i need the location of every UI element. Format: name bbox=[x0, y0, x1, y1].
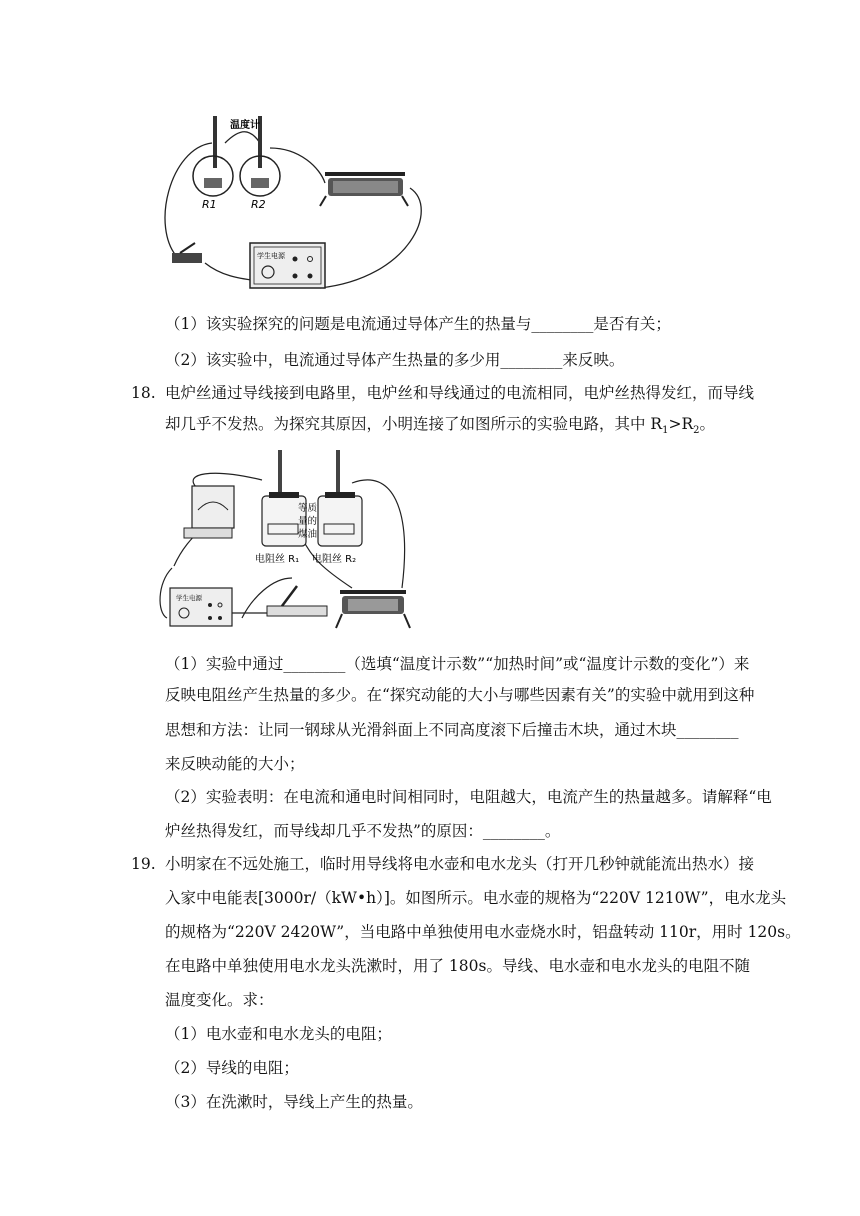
q19-line3: 的规格为“220V 2420W”，当电路中单独使用电水壶烧水时，铝盘转动 110r，用时 120s。 bbox=[165, 923, 801, 941]
circuit-figure-2 bbox=[152, 448, 422, 638]
q17-part2: （2）该实验中，电流通过导体产生热量的多少用________来反映。 bbox=[165, 351, 625, 369]
thermometer-label: 温度计 bbox=[230, 120, 260, 131]
wire-r1-label: 电阻丝 R₁ bbox=[255, 554, 300, 565]
q18-stem-line2-text: 却几乎不发热。为探究其原因，小明连接了如图所示的实验电路，其中 R bbox=[165, 415, 663, 433]
q17-part1: （1）该实验探究的问题是电流通过导体产生的热量与________是否有关； bbox=[165, 315, 671, 333]
q18-sub2: 2 bbox=[693, 425, 700, 437]
q18-sub1: 1 bbox=[662, 425, 669, 437]
q18-part1-line1: （1）实验中通过________（选填“温度计示数”“加热时间”或“温度计示数的变化”）来 bbox=[165, 655, 750, 673]
wire-r2-label: 电阻丝 R₂ bbox=[312, 554, 357, 565]
q19-part1: （1）电水壶和电水龙头的电阻； bbox=[165, 1025, 392, 1043]
oil-label-line3: 煤油 bbox=[298, 529, 318, 540]
circuit-figure-1 bbox=[150, 108, 450, 308]
q19-line2: 入家中电能表[3000r/（kW•h）]。如图所示。电水壶的规格为“220V 1210W”，电水龙头 bbox=[165, 889, 787, 907]
q19-line4: 在电路中单独使用电水龙头洗漱时，用了 180s。导线、电水壶和电水龙头的电阻不随 bbox=[165, 957, 750, 975]
q19-line1: 小明家在不远处施工，临时用导线将电水壶和电水龙头（打开几秒钟就能流出热水）接 bbox=[165, 855, 755, 873]
r1-label: R1 bbox=[202, 198, 217, 211]
power-supply-label: 学生电源 bbox=[257, 252, 285, 260]
q18-number: 18. bbox=[131, 384, 156, 402]
power-supply-label-2: 学生电源 bbox=[176, 594, 202, 602]
q18-stem-mid: >R bbox=[668, 415, 694, 433]
q18-part1-line3: 思想和方法：让同一钢球从光滑斜面上不同高度滚下后撞击木块，通过木块________ bbox=[165, 721, 739, 739]
r2-label: R2 bbox=[251, 198, 266, 211]
oil-label-line2: 量的 bbox=[298, 516, 318, 527]
q18-part2-line1: （2）实验表明：在电流和通电时间相同时，电阻越大，电流产生的热量越多。请解释“电 bbox=[165, 788, 772, 806]
q18-part2-line2: 炉丝热得发红，而导线却几乎不发热”的原因：________。 bbox=[165, 822, 561, 840]
q18-stem-line2 bbox=[165, 413, 715, 442]
q18-stem-line1: 电炉丝通过导线接到电路里，电炉丝和导线通过的电流相同，电炉丝热得发红，而导线 bbox=[165, 384, 755, 402]
q19-line5: 温度变化。求： bbox=[165, 991, 274, 1009]
q18-part1-line4: 来反映动能的大小； bbox=[165, 755, 305, 773]
oil-label-line1: 等质 bbox=[298, 503, 318, 514]
q18-part1-line2: 反映电阻丝产生热量的多少。在“探究动能的大小与哪些因素有关”的实验中就用到这种 bbox=[165, 686, 755, 704]
q19-number: 19. bbox=[131, 855, 156, 873]
q19-part2: （2）导线的电阻； bbox=[165, 1059, 299, 1077]
q18-stem-end: 。 bbox=[699, 415, 716, 433]
q19-part3: （3）在洗漱时，导线上产生的热量。 bbox=[165, 1093, 423, 1111]
